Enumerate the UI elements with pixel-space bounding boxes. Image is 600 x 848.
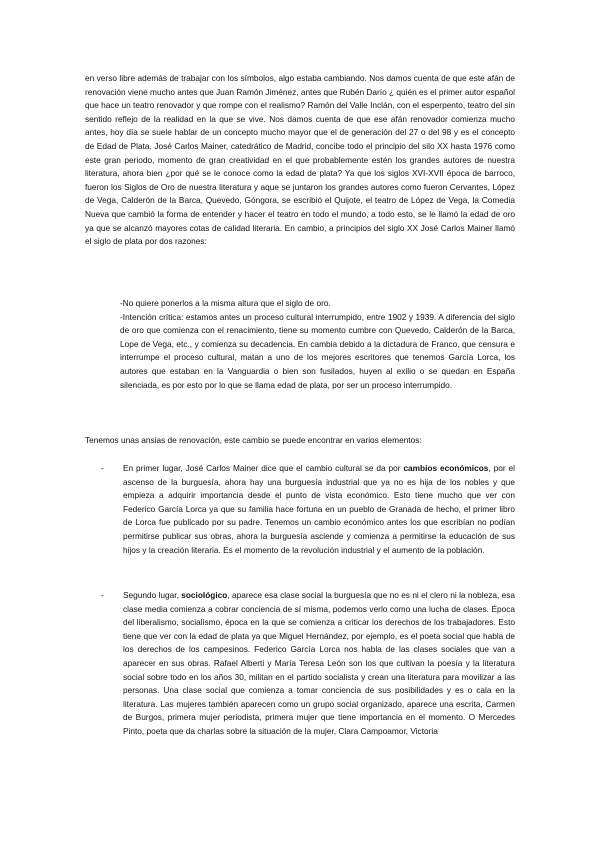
paragraph-renovacion [85, 434, 515, 448]
bullet-dash: - [101, 590, 104, 600]
paragraph-1-text: en verso libre además de trabajar con los símbolos, algo estaba cambiando. Nos damos cuenta de que este afán de renovación viene mucho antes que Juan Ramón Jiménez, antes que Rubén Darío ¿ quién es el primer autor español que hace un teatro renovador y que rompe con el realismo? Ramón del Valle Inclán, con el esperpento, teatro del sin sentido reflejo de la realidad en la que se vive. Nos damos cuenta de que ese afán renovador comienza mucho antes, hoy día se suele hablar de un concepto mucho mayor que el de generación del 27 o del 98 y es el concepto de Edad de Plata. José Carlos Mainer, catedrático de Madrid, concibe todo el principio del silo XX hasta 1976 como este gran periodo, momento de gran creatividad en el que probablemente estén los grandes autores de nuestra literatura, ahora bien ¿por qué se le conoce como la edad de plata? Ya que los siglos XVI-XVII época de barroco, fueron los Siglos de Oro de nuestra literatura y aque se juntaron los grandes autores como fueron Cervantes, López de Vega, Calderón de la Barca, Quevedo, Góngora, se escribió el Quijote, el teatro de López de Vega, la Comedia Nueva que cambió la forma de entender y hacer el teatro en todo el mundo, a todo esto, se le llamó la edad de oro ya que se alcanzó mayores cotas de calidad literaria. En cambio, a principios del siglo XX José Carlos Mainer llamó el siglo de plata por dos razones: [85, 73, 515, 247]
paragraph-edad-de-plata [85, 72, 515, 249]
bullet-1-keyword: cambios económicos [403, 463, 489, 473]
paragraph-2-text: Tenemos unas ansias de renovación, este cambio se puede encontrar en varios elementos: [85, 435, 422, 445]
reasons-list [120, 297, 515, 392]
reason-1: -No quiere ponerlos a la misma altura que el siglo de oro. [120, 298, 331, 308]
bullet-1-post: , por el ascenso de la burguesía, ahora hay una burguesía industrial que ya no es hija de los nobles y que empieza a adquirir importancia desde el punto de vista económico. Esto tiene mucho que ver con Federico García Lorca ya que su familia hace fortuna en un pueblo de Granada de hecho, el primer libro de Lorca fue publicado por su padre. Tenemos un cambio económico antes los que escribían no podían permitirse publicar sus obras, ahora la burguesía asciende y comienza a permitirse la educación de sus hijos y la creación literaria. Es el momento de la revolución industrial y el aumento de la población. [123, 463, 515, 555]
bullet-2-text [123, 589, 515, 739]
reason-2: -Intención crítica: estamos antes un proceso cultural interrumpido, entre 1902 y 1939. A diferencia del siglo de oro que comienza con el renacimiento, tiene su momento cumbre con Quevedo, Calderón de la Barca, Lope de Vega, etc., y comienza su decadencia. En cambia debido a la dictadura de Franco, que censura e interrumpe el proceso cultural, matan a uno de los mejores escritores que tenemos García Lorca, los autores que estaban en la Vanguardia o bien son fusilados, huyen al exilio o se quedan en España silenciada, es por esto por lo que se llama edad de plata, por ser un proceso interrumpido. [120, 311, 515, 390]
bullet-2-post: , aparece esa clase social la burguesía que no es ni el clero ni la nobleza, esa clase media comienza a cobrar conciencia de sí misma, podemos verlo como una lucha de clases. Época del liberalismo, socialismo, época en la que se comienza a criticar los derechos de los trabajadores. Esto tiene que ver con la edad de plata ya que Miguel Hernández, por ejemplo, es el poeta social que habla de los derechos de los campesinos. Federico García Lorca nos habla de las clases sociales que van a aparecer en sus obras. Rafael Alberti y María Teresa León son los que cultivan la poesía y la literatura social sobre todo en los años 30, militan en el partido socialista y crean una literatura para movilizar a las personas. Una clase social que comienza a tomar conciencia de sus posibilidades y es o cala en la literatura. Las mujeres también aparecen como un grupo social organizado, aparece una escrita, Carmen de Burgos, primera mujer periodista, primera mujer que tiene importancia en el momento. O Mercedes Pinto, poeta que da charlas sobre la situación de la mujer, Clara Campoamor, Victoria [123, 590, 515, 736]
bullet-1-text [123, 462, 515, 557]
bullet-dash: - [101, 463, 104, 473]
bullet-2-pre: Segundo lugar, [123, 590, 182, 600]
bullet-2-keyword: sociológico [181, 590, 228, 600]
bullet-1-pre: En primer lugar, José Carlos Mainer dice que el cambio cultural se da por [123, 463, 404, 473]
